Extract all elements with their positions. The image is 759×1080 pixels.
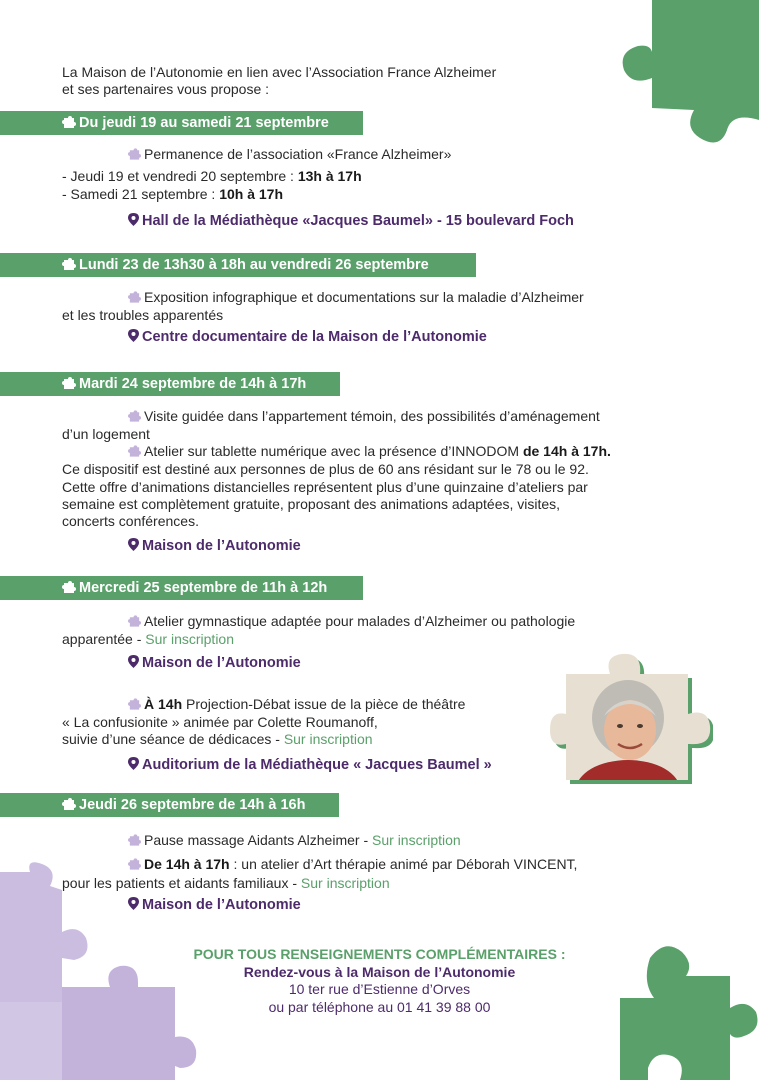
footer-title: POUR TOUS RENSEIGNEMENTS COMPLÉMENTAIRES : xyxy=(193,946,566,962)
location-pin-icon xyxy=(128,538,139,551)
puzzle-bullet-icon xyxy=(128,445,141,457)
section-3-description-line-1: Ce dispositif est destiné aux personnes de plus de 60 ans résidant sur le 78 ou le 92. xyxy=(62,461,589,477)
section-2-location: Centre documentaire de la Maison de l’Autonomie xyxy=(128,329,487,345)
location-pin-icon xyxy=(128,757,139,770)
puzzle-bullet-icon xyxy=(62,798,76,810)
section-4-activity-2-line-3: suivie d’une séance de dédicaces - Sur inscription xyxy=(62,731,373,747)
section-1-location: Hall de la Médiathèque «Jacques Baumel» - 15 boulevard Foch xyxy=(128,213,574,229)
section-4-activity-1-line-1: Atelier gymnastique adaptée pour malades d’Alzheimer ou pathologie xyxy=(128,613,575,631)
section-2-activity-line-1: Exposition infographique et documentations sur la maladie d’Alzheimer xyxy=(128,289,584,307)
puzzle-bullet-icon xyxy=(62,581,76,593)
registration-link[interactable]: Sur inscription xyxy=(283,731,373,747)
section-heading-3-text: Mardi 24 septembre de 14h à 17h xyxy=(79,376,307,392)
puzzle-bullet-icon xyxy=(62,377,76,389)
section-2-activity-line-2: et les troubles apparentés xyxy=(62,307,224,323)
section-heading-5-text: Jeudi 26 septembre de 14h à 16h xyxy=(79,797,306,813)
section-5-activity-1: Pause massage Aidants Alzheimer - Sur inscription xyxy=(128,832,461,850)
puzzle-bullet-icon xyxy=(128,410,141,422)
section-heading-5 xyxy=(0,793,339,817)
puzzle-bullet-icon xyxy=(128,698,141,710)
section-3-location: Maison de l’Autonomie xyxy=(128,538,301,554)
section-heading-1 xyxy=(0,111,363,135)
section-1-schedule-2: - Samedi 21 septembre : 10h à 17h xyxy=(62,186,284,202)
section-1-activity: Permanence de l’association «France Alzheimer» xyxy=(128,146,451,164)
puzzle-bullet-icon xyxy=(62,116,76,128)
puzzle-bullet-icon xyxy=(128,291,141,303)
section-4-activity-2-line-2: « La confusionite » animée par Colette Roumanoff, xyxy=(62,714,378,730)
section-1-schedule-1: - Jeudi 19 et vendredi 20 septembre : 13h à 17h xyxy=(62,168,362,184)
section-5-activity-2-line-1: De 14h à 17h : un atelier d’Art thérapie animé par Déborah VINCENT, xyxy=(128,856,577,874)
section-heading-2 xyxy=(0,253,476,277)
section-3-description-line-2: Cette offre d’animations distancielles représentent plus d’une quinzaine d’ateliers par xyxy=(62,479,588,495)
footer-subtitle: Rendez-vous à la Maison de l’Autonomie xyxy=(243,964,516,980)
location-pin-icon xyxy=(128,329,139,342)
location-pin-icon xyxy=(128,655,139,668)
registration-link[interactable]: Sur inscription xyxy=(300,875,390,891)
puzzle-bullet-icon xyxy=(128,615,141,627)
puzzle-bullet-icon xyxy=(128,148,141,160)
section-3-activity-1-line-1: Visite guidée dans l’appartement témoin, des possibilités d’aménagement xyxy=(128,408,600,426)
footer-address: 10 ter rue d’Estienne d’Orves xyxy=(288,981,471,997)
section-3-description-line-4: concerts conférences. xyxy=(62,513,199,529)
location-pin-icon xyxy=(128,897,139,910)
section-3-activity-1-line-2: d’un logement xyxy=(62,426,150,442)
section-heading-4 xyxy=(0,576,363,600)
section-4-activity-2-line-1: À 14h Projection-Débat issue de la pièce de théâtre xyxy=(128,696,465,714)
intro-line-1: La Maison de l’Autonomie en lien avec l’Association France Alzheimer xyxy=(62,64,497,80)
section-4-activity-1-line-2: apparentée - Sur inscription xyxy=(62,631,234,647)
puzzle-bullet-icon xyxy=(128,834,141,846)
registration-link[interactable]: Sur inscription xyxy=(145,631,234,647)
section-5-location: Maison de l’Autonomie xyxy=(128,897,301,913)
section-heading-2-text: Lundi 23 de 13h30 à 18h au vendredi 26 septembre xyxy=(79,257,429,273)
section-heading-1-text: Du jeudi 19 au samedi 21 septembre xyxy=(79,115,329,131)
section-4-location-2: Auditorium de la Médiathèque « Jacques Baumel » xyxy=(128,757,492,773)
section-heading-4-text: Mercredi 25 septembre de 11h à 12h xyxy=(79,580,328,596)
intro-line-2: et ses partenaires vous propose : xyxy=(62,81,270,97)
footer-phone: ou par téléphone au 01 41 39 88 00 xyxy=(268,999,491,1015)
location-pin-icon xyxy=(128,213,139,226)
section-3-activity-2: Atelier sur tablette numérique avec la présence d’INNODOM de 14h à 17h. xyxy=(128,443,611,461)
puzzle-bullet-icon xyxy=(62,258,76,270)
puzzle-bullet-icon xyxy=(128,858,141,870)
portrait-photo xyxy=(548,652,713,784)
registration-link[interactable]: Sur inscription xyxy=(372,832,461,848)
section-5-activity-2-line-2: pour les patients et aidants familiaux - Sur inscription xyxy=(62,875,390,891)
section-3-description-line-3: semaine est complètement gratuite, proposant des animations adaptées, visites, xyxy=(62,496,561,512)
section-4-location-1: Maison de l’Autonomie xyxy=(128,655,301,671)
section-heading-3 xyxy=(0,372,340,396)
puzzle-decoration-top-right xyxy=(612,0,759,145)
